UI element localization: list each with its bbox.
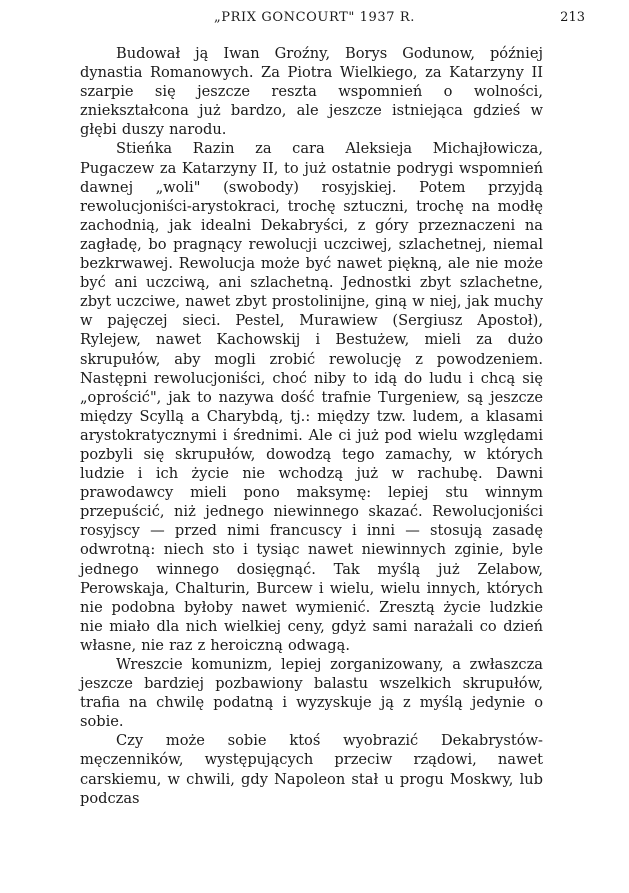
paragraph: Budował ją Iwan Groźny, Borys Godunow, później dynastia Romanowych. Za Piotra Wielkiego, za Katarzyny II szarpie się jeszcze reszta wspomnień o wolności, zniekształcona już bardzo, ale jeszcze istniejąca gdzieś w głębi duszy narodu. [80,45,543,139]
running-head [0,10,629,30]
paragraph: Wreszcie komunizm, lepiej zorganizowany, a zwłaszcza jeszcze bardziej pozbawiony balastu wszelkich skrupułów, trafia na chwilę podatną i wyzyskuje ją z myślą jedynie o sobie. [80,656,543,731]
paragraph: Czy może sobie ktoś wyobrazić Dekabrystów-męczenników, występujących przeciw rządowi, nawet carskiemu, w chwili, gdy Napoleon stał u progu Moskwy, lub podczas [80,732,543,807]
body-text [80,44,543,808]
page-number: 213 [560,10,585,25]
paragraph: Stieńka Razin za cara Aleksieja Michajłowicza, Pugaczew za Katarzyny II, to już ostatnie podrygi wspomnień dawnej „woli" (swobody) rosyjskiej. Potem przyjdą rewolucjoniści-arystokraci, trochę sztuczni, trochę na modłę zachodnią, jak idealni Dekabryści, z góry przeznaczeni na zagładę, bo pragnący rewolucji uczciwej, szlachetnej, niemal bezkrwawej. Rewolucja może być nawet piękną, ale nie może być ani uczciwą, ani szlachetną. Jednostki zbyt szlachetne, zbyt uczciwe, nawet zbyt prostolinijne, giną w niej, jak muchy w pajęczej sieci. Pestel, Murawiew (Sergiusz Apostoł), Rylejew, nawet Kachowskij i Bestużew, mieli za dużo skrupułów, aby mogli zrobić rewolucję z powodzeniem. Następni rewolucjoniści, choć niby to idą do ludu i chcą się „oprościć", jak to nazywa dość trafnie Turgeniew, są jeszcze między Scyllą a Charybdą, tj.: między tzw. ludem, a klasami arystokratycznymi i średnimi. Ale ci już pod wielu względami pozbyli się skrupułów, dowodzą tego zamachy, w których ludzie i ich życie nie wchodzą już w rachubę. Dawni prawodawcy mieli pono maksymę: lepiej stu winnym przepuścić, niż jednego niewinnego skazać. Rewolucjoniści rosyjscy — przed nimi francuscy i inni — stosują zasadę odwrotną: niech sto i tysiąc nawet niewinnych zginie, byle jednego winnego dosięgnąć. Tak myślą już Zelabow, Perowskaja, Chalturin, Burcew i wielu, wielu innych, których nie podobna byłoby nawet wymienić. Zresztą życie ludzkie nie miało dla nich wielkiej ceny, gdyż sami narażali co dzień własne, nie raz z heroiczną odwagą. [80,140,543,654]
running-title: „PRIX GONCOURT" 1937 R. [213,10,416,25]
